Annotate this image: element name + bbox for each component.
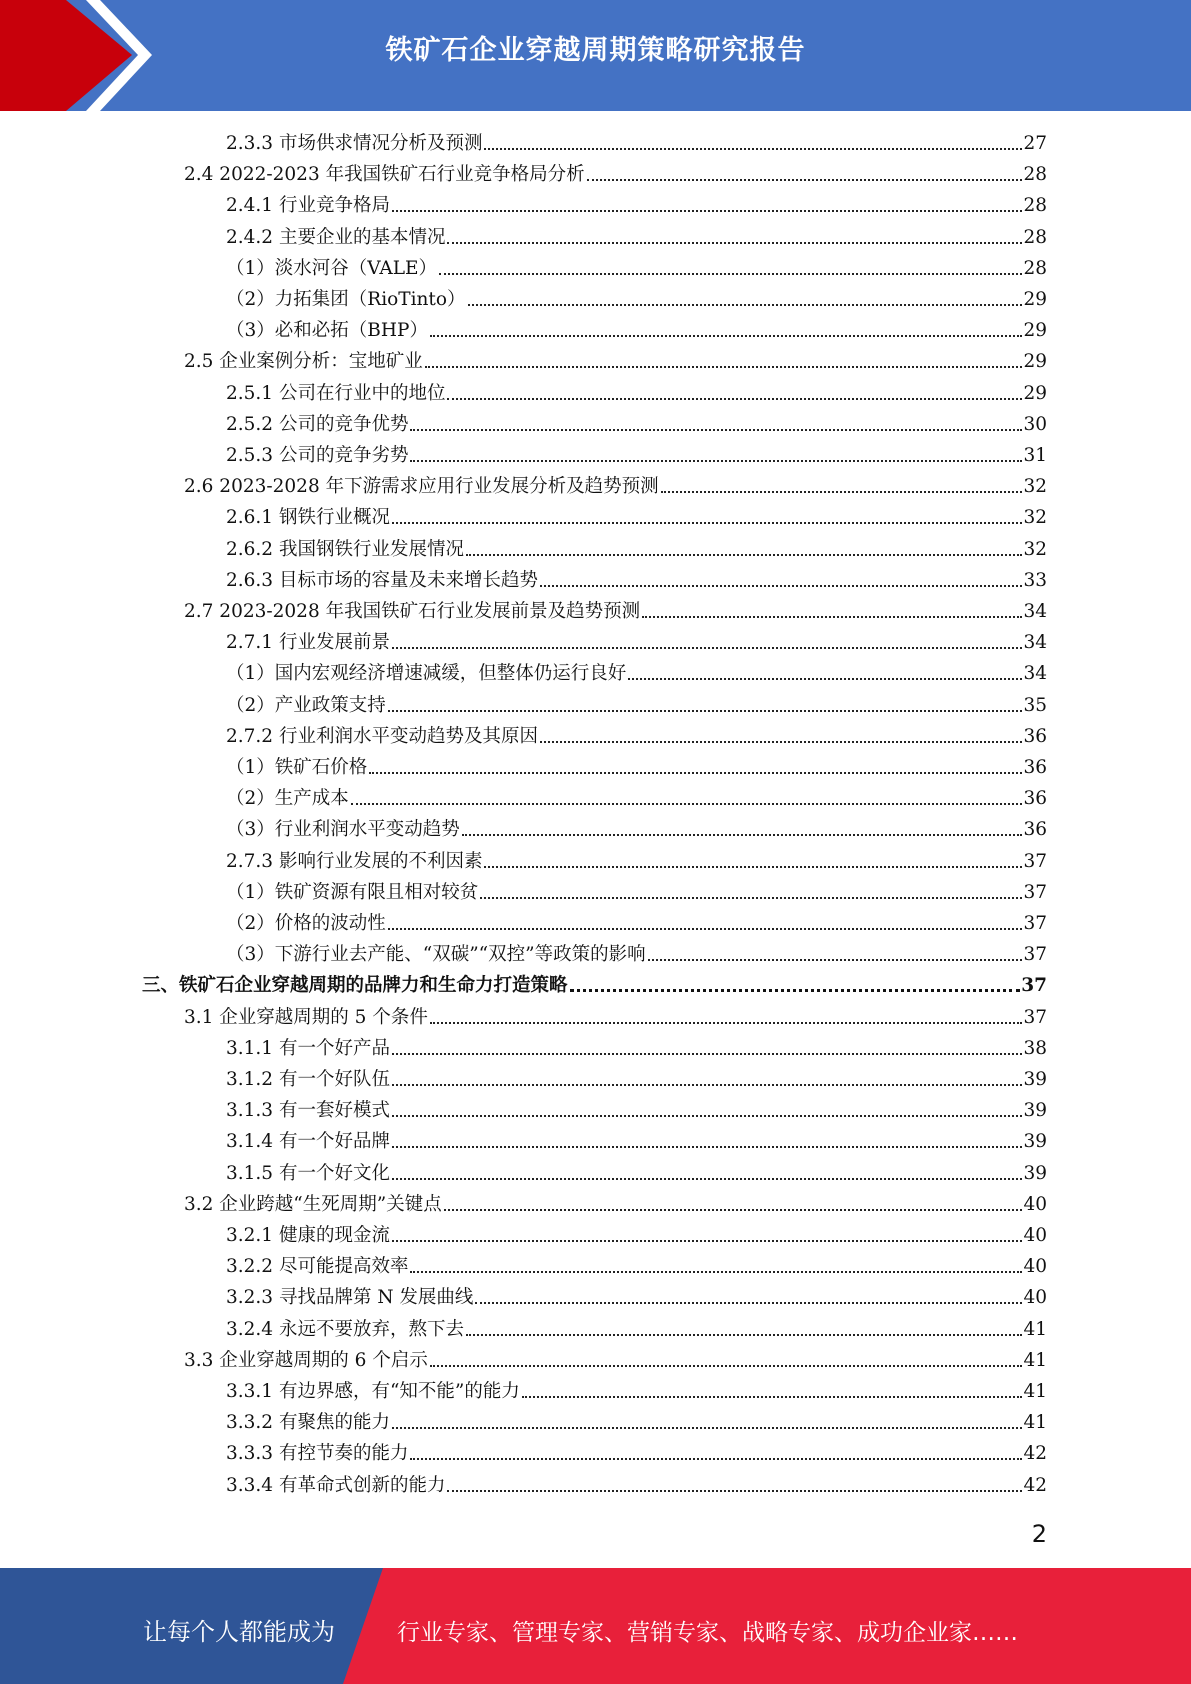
toc-entry-title: 2.7 2023-2028 年我国铁矿石行业发展前景及趋势预测	[184, 601, 641, 622]
toc-entry[interactable]	[184, 157, 1047, 187]
toc-entry[interactable]	[226, 1405, 1047, 1435]
toc-leader-dots	[570, 989, 1021, 992]
toc-entry-title: 2.7.1 行业发展前景	[226, 632, 390, 654]
toc-entry-title: 2.5.2 公司的竞争优势	[226, 413, 409, 435]
footer-slogan-right: 行业专家、管理专家、营销专家、战略专家、成功企业家……	[397, 1620, 1018, 1646]
toc-entry-title: 3.1.5 有一个好文化	[226, 1162, 390, 1184]
toc-entry-page: 37	[1023, 913, 1047, 934]
toc-entry[interactable]	[226, 1218, 1047, 1248]
toc-entry-title: 3.2.3 寻找品牌第 N 发展曲线	[226, 1287, 474, 1309]
toc-entry-title: 2.6 2023-2028 年下游需求应用行业发展分析及趋势预测	[184, 476, 659, 498]
toc-entry[interactable]	[226, 719, 1047, 749]
toc-entry-title: （2）价格的波动性	[226, 913, 386, 934]
toc-entry[interactable]	[226, 750, 1047, 780]
toc-entry-page: 37	[1023, 881, 1047, 903]
toc-entry-title: 3.1.3 有一套好模式	[226, 1100, 390, 1122]
toc-entry-title: 2.4 2022-2023 年我国铁矿石行业竞争格局分析	[184, 164, 585, 186]
toc-entry-page: 36	[1023, 788, 1047, 810]
toc-leader-dots	[351, 803, 1023, 805]
toc-entry[interactable]	[226, 1124, 1047, 1154]
toc-entry-title: 3.2.1 健康的现金流	[226, 1225, 390, 1246]
toc-entry-page: 37	[1023, 944, 1047, 966]
toc-leader-dots	[392, 1178, 1022, 1180]
toc-entry[interactable]	[226, 563, 1047, 593]
toc-entry-title: 3.3.1 有边界感，有“知不能”的能力	[226, 1381, 520, 1402]
toc-leader-dots	[430, 335, 1023, 337]
toc-entry-title: 3.1.2 有一个好队伍	[226, 1069, 390, 1090]
toc-entry-title: 2.5.1 公司在行业中的地位	[226, 382, 446, 404]
toc-entry[interactable]	[226, 844, 1047, 874]
toc-entry-page: 40	[1023, 1287, 1047, 1309]
toc-entry[interactable]	[184, 594, 1047, 624]
toc-entry-title: （3）必和必拓（BHP）	[226, 320, 428, 342]
toc-entry-page: 28	[1023, 226, 1047, 248]
toc-entry[interactable]	[226, 1280, 1047, 1310]
toc-leader-dots	[392, 1053, 1022, 1055]
toc-leader-dots	[642, 616, 1022, 618]
toc-leader-dots	[430, 1022, 1023, 1024]
toc-entry[interactable]	[226, 875, 1047, 905]
toc-leader-dots	[392, 1115, 1022, 1117]
toc-leader-dots	[410, 460, 1022, 462]
toc-entry-page: 28	[1023, 257, 1047, 279]
toc-leader-dots	[447, 1490, 1022, 1492]
page-header	[0, 0, 1191, 111]
toc-entry-page: 30	[1023, 413, 1047, 435]
toc-entry-title: 三、铁矿石企业穿越周期的品牌力和生命力打造策略	[142, 975, 568, 997]
toc-entry[interactable]	[226, 313, 1047, 343]
toc-entry[interactable]	[226, 656, 1047, 686]
toc-entry-title: 3.2 企业跨越“生死周期”关键点	[184, 1193, 442, 1215]
toc-leader-dots	[447, 398, 1022, 400]
toc-entry[interactable]	[184, 1343, 1047, 1373]
toc-entry[interactable]	[226, 188, 1047, 218]
toc-leader-dots	[392, 210, 1022, 212]
toc-leader-dots	[480, 897, 1022, 899]
toc-entry-title: （1）铁矿石价格	[226, 757, 368, 778]
toc-entry[interactable]	[226, 1374, 1047, 1404]
toc-leader-dots	[540, 741, 1022, 743]
toc-entry-page: 42	[1023, 1474, 1047, 1496]
toc-entry-title: 3.3.3 有控节奏的能力	[226, 1443, 409, 1465]
toc-entry-page: 34	[1023, 601, 1047, 622]
toc-entry[interactable]	[226, 688, 1047, 718]
toc-entry-page: 39	[1023, 1069, 1047, 1090]
toc-leader-dots	[392, 647, 1022, 649]
toc-leader-dots	[410, 429, 1022, 431]
toc-leader-dots	[447, 242, 1022, 244]
toc-entry-page: 42	[1023, 1443, 1047, 1465]
toc-entry[interactable]	[226, 126, 1047, 156]
toc-entry-title: 3.3 企业穿越周期的 6 个启示	[184, 1349, 428, 1371]
toc-entry-title: 2.5.3 公司的竞争劣势	[226, 445, 409, 466]
toc-entry-page: 31	[1023, 445, 1047, 466]
toc-entry-page: 40	[1023, 1256, 1047, 1278]
toc-entry[interactable]	[226, 1436, 1047, 1466]
toc-leader-dots	[410, 1271, 1022, 1273]
toc-leader-dots	[628, 678, 1022, 680]
toc-entry-page: 41	[1023, 1318, 1047, 1340]
toc-leader-dots	[388, 928, 1023, 930]
toc-entry-title: （3）行业利润水平变动趋势	[226, 819, 460, 841]
toc-entry[interactable]	[226, 1062, 1047, 1092]
toc-entry[interactable]	[184, 469, 1047, 499]
toc-entry-title: 2.4.2 主要企业的基本情况	[226, 226, 446, 248]
toc-entry-page: 39	[1023, 1131, 1047, 1153]
toc-leader-dots	[392, 522, 1022, 524]
toc-entry-page: 34	[1023, 663, 1047, 685]
toc-entry-title: （2）生产成本	[226, 788, 349, 810]
toc-entry-page: 28	[1023, 195, 1047, 217]
toc-entry[interactable]	[226, 376, 1047, 406]
toc-leader-dots	[522, 1396, 1023, 1398]
toc-entry[interactable]	[184, 1000, 1047, 1030]
toc-entry-page: 38	[1023, 1037, 1047, 1059]
toc-entry[interactable]	[226, 1156, 1047, 1186]
toc-entry-page: 39	[1023, 1162, 1047, 1184]
toc-entry-page: 34	[1023, 632, 1047, 654]
toc-entry-page: 41	[1023, 1412, 1047, 1434]
toc-leader-dots	[661, 491, 1023, 493]
toc-entry[interactable]	[184, 344, 1047, 374]
toc-entry-page: 36	[1023, 819, 1047, 841]
toc-leader-dots	[392, 1146, 1022, 1148]
toc-leader-dots	[388, 710, 1023, 712]
toc-leader-dots	[587, 179, 1023, 181]
toc-entry-title: （3）下游行业去产能、“双碳”“双控”等政策的影响	[226, 944, 646, 966]
toc-leader-dots	[410, 1458, 1022, 1460]
toc-leader-dots	[462, 834, 1023, 836]
toc-leader-dots	[466, 1334, 1022, 1336]
toc-leader-dots	[392, 1084, 1022, 1086]
toc-leader-dots	[392, 1427, 1022, 1429]
toc-entry[interactable]	[226, 1468, 1047, 1498]
toc-entry[interactable]	[226, 500, 1047, 530]
toc-entry[interactable]	[226, 625, 1047, 655]
toc-entry-page: 29	[1023, 382, 1047, 404]
toc-leader-dots	[475, 1302, 1022, 1304]
toc-entry[interactable]	[226, 1249, 1047, 1279]
toc-entry-title: 3.1.4 有一个好品牌	[226, 1131, 390, 1153]
toc-entry-title: （2）力拓集团（RioTinto）	[226, 289, 466, 310]
toc-entry-title: 3.1 企业穿越周期的 5 个条件	[184, 1006, 428, 1028]
toc-entry-title: 2.7.2 行业利润水平变动趋势及其原因	[226, 725, 538, 747]
toc-entry[interactable]	[226, 1312, 1047, 1342]
toc-leader-dots	[540, 585, 1022, 587]
toc-entry-page: 41	[1023, 1349, 1047, 1371]
footer-slogan-left: 让每个人都能成为	[143, 1618, 335, 1646]
page-footer	[0, 1568, 1191, 1684]
toc-entry[interactable]	[226, 251, 1047, 281]
toc-entry-title: （1）淡水河谷（VALE）	[226, 257, 438, 279]
toc-entry-page: 37	[1023, 850, 1047, 872]
report-title: 铁矿石企业穿越周期策略研究报告	[385, 35, 806, 66]
toc-entry-title: 2.3.3 市场供求情况分析及预测	[226, 133, 483, 154]
toc-entry-page: 29	[1023, 320, 1047, 342]
toc-leader-dots	[369, 772, 1022, 774]
toc-leader-dots	[392, 1240, 1022, 1242]
toc-entry-page: 37	[1023, 1006, 1047, 1028]
toc-entry[interactable]	[226, 812, 1047, 842]
toc-entry-title: 2.6.2 我国钢铁行业发展情况	[226, 538, 464, 560]
toc-entry-page: 35	[1023, 694, 1047, 716]
toc-entry-title: （2）产业政策支持	[226, 694, 386, 716]
toc-entry-page: 41	[1023, 1381, 1047, 1402]
toc-entry-title: 3.2.2 尽可能提高效率	[226, 1256, 409, 1278]
toc-entry-page: 29	[1023, 289, 1047, 310]
toc-entry-page: 37	[1021, 975, 1047, 997]
toc-entry-page: 36	[1023, 725, 1047, 747]
toc-entry[interactable]	[226, 220, 1047, 250]
toc-entry-title: 2.6.1 钢铁行业概况	[226, 507, 390, 529]
toc-entry[interactable]	[226, 1031, 1047, 1061]
toc-entry[interactable]	[226, 532, 1047, 562]
toc-leader-dots	[439, 273, 1022, 275]
toc-entry-page: 36	[1023, 757, 1047, 778]
toc-entry-title: （1）铁矿资源有限且相对较贫	[226, 881, 479, 903]
toc-entry-page: 40	[1023, 1193, 1047, 1215]
toc-entry[interactable]	[226, 937, 1047, 967]
toc-entry-page: 32	[1023, 538, 1047, 560]
toc-entry[interactable]	[226, 438, 1047, 468]
toc-entry[interactable]	[226, 282, 1047, 312]
toc-entry-title: 2.4.1 行业竞争格局	[226, 195, 390, 217]
toc-entry-title: 3.1.1 有一个好产品	[226, 1037, 390, 1059]
toc-leader-dots	[430, 1365, 1023, 1367]
toc-entry-title: 3.3.2 有聚焦的能力	[226, 1412, 390, 1434]
toc-leader-dots	[648, 959, 1023, 961]
page-number: 2	[1031, 1520, 1047, 1548]
toc-leader-dots	[444, 1209, 1023, 1211]
toc-entry-page: 32	[1023, 476, 1047, 498]
toc-entry-title: 3.2.4 永远不要放弃，熬下去	[226, 1318, 464, 1340]
toc-entry-page: 29	[1023, 351, 1047, 373]
toc-entry-page: 32	[1023, 507, 1047, 529]
toc-entry-title: 3.3.4 有革命式创新的能力	[226, 1474, 446, 1496]
toc-entry[interactable]	[226, 781, 1047, 811]
toc-entry[interactable]	[184, 1187, 1047, 1217]
toc-leader-dots	[425, 366, 1023, 368]
toc-leader-dots	[484, 866, 1022, 868]
toc-entry-page: 33	[1023, 569, 1047, 591]
toc-entry-title: 2.5 企业案例分析：宝地矿业	[184, 351, 423, 373]
toc-entry-title: 2.6.3 目标市场的容量及未来增长趋势	[226, 569, 538, 591]
toc-entry[interactable]	[226, 407, 1047, 437]
toc-entry-page: 39	[1023, 1100, 1047, 1122]
toc-leader-dots	[466, 554, 1022, 556]
toc-entry-page: 40	[1023, 1225, 1047, 1246]
toc-entry-title: （1）国内宏观经济增速减缓，但整体仍运行良好	[226, 663, 627, 685]
toc-entry[interactable]	[226, 1093, 1047, 1123]
toc-entry-page: 28	[1023, 164, 1047, 186]
toc-entry-page: 27	[1023, 133, 1047, 154]
toc-entry[interactable]	[142, 968, 1047, 998]
toc-leader-dots	[468, 304, 1023, 306]
toc-entry[interactable]	[226, 906, 1047, 936]
toc-entry-title: 2.7.3 影响行业发展的不利因素	[226, 850, 483, 872]
toc-leader-dots	[484, 148, 1022, 150]
